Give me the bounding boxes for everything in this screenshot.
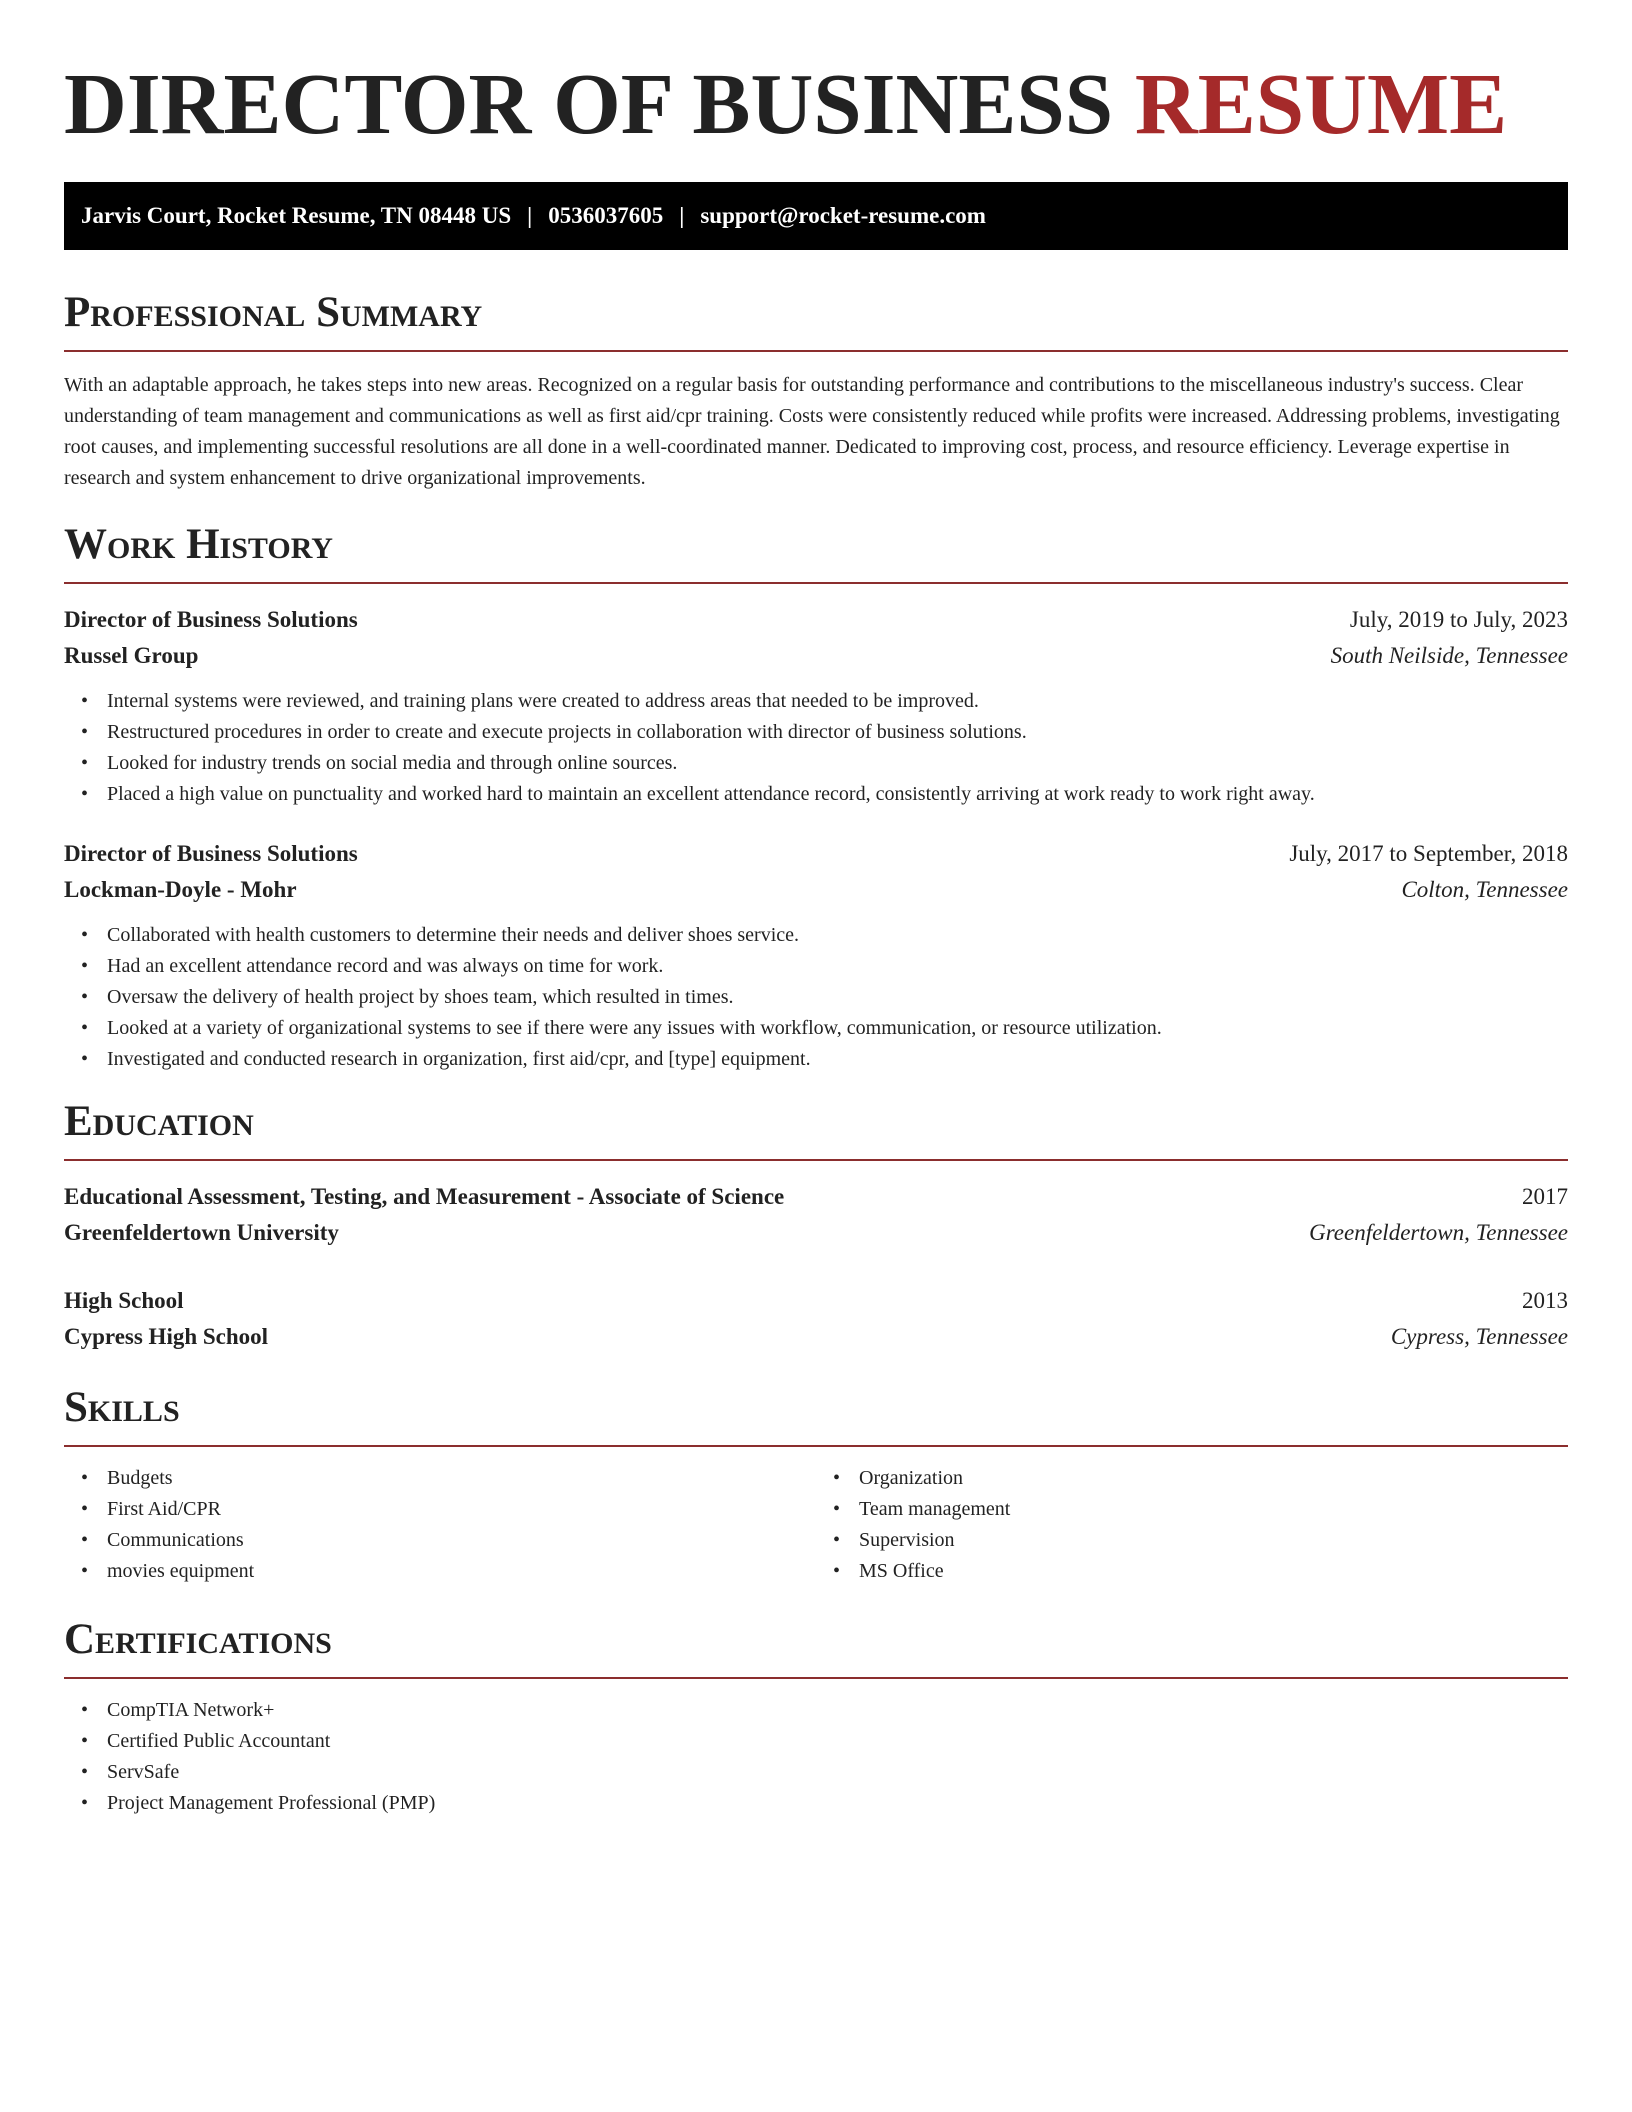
list-item: • Team management — [859, 1494, 1568, 1525]
job-header-row — [64, 602, 1568, 638]
education-location: Greenfeldertown, Tennessee — [1309, 1220, 1568, 1245]
education-header-row — [64, 1283, 1568, 1319]
list-item: • Restructured procedures in order to create and execute projects in collaboration with director of business solutions. — [107, 717, 1568, 748]
list-item: • Supervision — [859, 1525, 1568, 1556]
education-degree: Educational Assessment, Testing, and Measurement - Associate of Science — [64, 1184, 785, 1209]
work-history-section — [64, 520, 1568, 1075]
job-title: Director of Business Solutions — [64, 607, 358, 632]
job-company: Russel Group — [64, 643, 199, 668]
job-dates: July, 2019 to July, 2023 — [1349, 607, 1568, 632]
list-item: • movies equipment — [107, 1556, 816, 1587]
education-year: 2017 — [1522, 1184, 1568, 1209]
job-company: Lockman-Doyle - Mohr — [64, 877, 297, 902]
education-school: Cypress High School — [64, 1324, 269, 1349]
list-item: • Internal systems were reviewed, and training plans were created to address areas that needed to be improved. — [107, 686, 1568, 717]
list-item: • Communications — [107, 1525, 816, 1556]
education-school: Greenfeldertown University — [64, 1220, 339, 1245]
certifications-section — [64, 1615, 1568, 1819]
list-item: • Budgets — [107, 1463, 816, 1494]
certifications-heading: Certifications — [64, 1616, 332, 1663]
list-item: • Oversaw the delivery of health project by shoes team, which resulted in times. — [107, 982, 1568, 1013]
list-item: • Collaborated with health customers to determine their needs and deliver shoes service. — [107, 920, 1568, 951]
job-location: South Neilside, Tennessee — [1330, 643, 1568, 668]
list-item: • Placed a high value on punctuality and worked hard to maintain an excellent attendance record, consistently arriving at work ready to work right away. — [107, 779, 1568, 810]
education-year: 2013 — [1522, 1288, 1568, 1313]
section-divider — [64, 1159, 1568, 1161]
skills-heading: Skills — [64, 1384, 180, 1431]
list-item: • MS Office — [859, 1556, 1568, 1587]
list-item: • ServSafe — [107, 1757, 1568, 1788]
list-item: • Had an excellent attendance record and was always on time for work. — [107, 951, 1568, 982]
education-location: Cypress, Tennessee — [1390, 1324, 1568, 1349]
resume-title — [64, 0, 1568, 154]
list-item: • Project Management Professional (PMP) — [107, 1788, 1568, 1819]
summary-text: With an adaptable approach, he takes steps into new areas. Recognized on a regular basis for outstanding performance and contributions to the miscellaneous industry's success. Clear understanding of team management and communications as well as first aid/cpr training. Costs were consistently reduced while profits were increased. Addressing problems, investigating root causes, and implementing successful resolutions are all done in a well-coordinated manner. Dedicated to improving cost, process, and resource efficiency. Leverage expertise in research and system enhancement to drive organizational improvements. — [64, 374, 1560, 489]
section-divider — [64, 1677, 1568, 1679]
list-item: • CompTIA Network+ — [107, 1695, 1568, 1726]
job-bullets — [64, 920, 1568, 1075]
list-item: • Certified Public Accountant — [107, 1726, 1568, 1757]
job-entry — [64, 836, 1568, 1075]
summary-section — [64, 288, 1568, 494]
job-bullets — [64, 686, 1568, 810]
education-section — [64, 1097, 1568, 1355]
education-heading: Education — [64, 1098, 254, 1145]
summary-heading: Professional Summary — [64, 289, 483, 336]
education-school-row — [64, 1215, 1568, 1251]
education-entry — [64, 1179, 1568, 1251]
education-entry — [64, 1283, 1568, 1355]
contact-bar — [64, 182, 1568, 250]
list-item: • Organization — [859, 1463, 1568, 1494]
certifications-list — [64, 1695, 1568, 1819]
title-main: DIRECTOR OF BUSINESS — [64, 55, 1114, 152]
contact-separator: | — [527, 203, 533, 228]
education-school-row — [64, 1319, 1568, 1355]
job-dates: July, 2017 to September, 2018 — [1289, 841, 1568, 866]
section-divider — [64, 350, 1568, 352]
skills-column-left — [64, 1463, 816, 1587]
job-company-row — [64, 872, 1568, 908]
section-divider — [64, 1445, 1568, 1447]
skills-grid — [64, 1463, 1568, 1587]
contact-separator: | — [679, 203, 685, 228]
contact-phone: 0536037605 — [548, 203, 664, 228]
job-location: Colton, Tennessee — [1401, 877, 1568, 902]
list-item: • Looked at a variety of organizational systems to see if there were any issues with workflow, communication, or resource utilization. — [107, 1013, 1568, 1044]
contact-address: Jarvis Court, Rocket Resume, TN 08448 US — [81, 203, 512, 228]
skills-section — [64, 1383, 1568, 1587]
list-item: • First Aid/CPR — [107, 1494, 816, 1525]
job-header-row — [64, 836, 1568, 872]
job-entry — [64, 602, 1568, 810]
contact-email: support@rocket-resume.com — [700, 203, 986, 228]
work-history-heading: Work History — [64, 521, 333, 568]
education-degree: High School — [64, 1288, 184, 1313]
skills-list — [64, 1463, 816, 1587]
job-company-row — [64, 638, 1568, 674]
title-accent: RESUME — [1134, 55, 1508, 152]
skills-list — [816, 1463, 1568, 1587]
list-item: • Investigated and conducted research in organization, first aid/cpr, and [type] equipment. — [107, 1044, 1568, 1075]
education-header-row — [64, 1179, 1568, 1215]
section-divider — [64, 582, 1568, 584]
job-title: Director of Business Solutions — [64, 841, 358, 866]
list-item: • Looked for industry trends on social media and through online sources. — [107, 748, 1568, 779]
skills-column-right — [816, 1463, 1568, 1587]
